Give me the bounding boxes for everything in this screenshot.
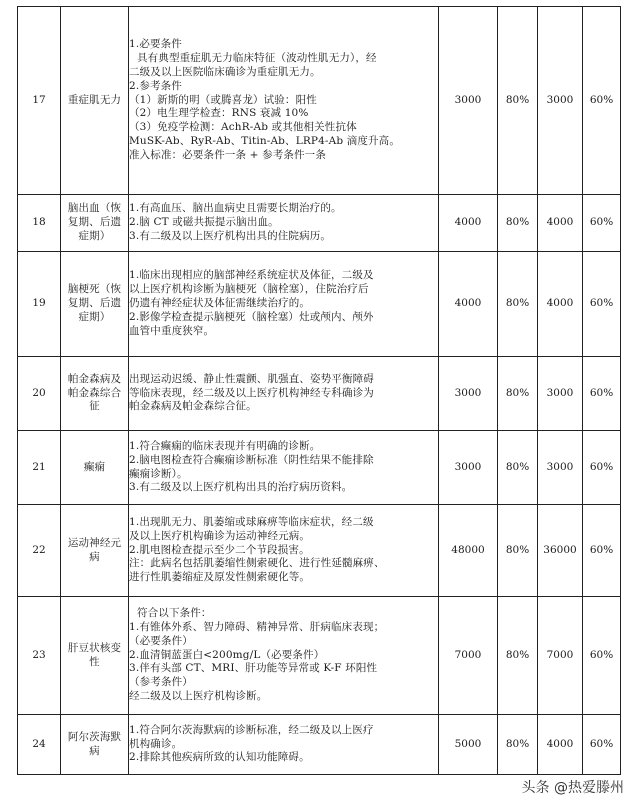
criteria-line: 1.符合癫痫的临床表现并有明确的诊断。 (129, 439, 321, 452)
diagnostic-criteria (129, 597, 439, 715)
diagnostic-criteria (129, 357, 439, 431)
criteria-line: 2.脑 CT 或磁共振提示脑出血。 (129, 216, 279, 229)
table-row (18, 431, 621, 505)
limit-amount-1: 3000 (439, 357, 498, 431)
disease-name-line: 复期、后遗 (67, 297, 122, 310)
criteria-line: 1.临床出现相应的脑部神经系统症状及体征，二级及 (129, 269, 374, 282)
diagnostic-criteria (129, 7, 439, 195)
table-row (18, 715, 621, 775)
reimburse-ratio-1: 80% (498, 195, 538, 252)
table-row (18, 195, 621, 252)
diagnostic-criteria (129, 431, 439, 505)
criteria-line: 1.出现肌无力、肌萎缩或球麻痹等临床症状，经二级 (129, 515, 374, 528)
disease-name-line: 性 (89, 655, 100, 668)
limit-amount-2: 3000 (538, 7, 583, 195)
row-number: 18 (18, 195, 61, 252)
limit-amount-2: 4000 (538, 252, 583, 357)
limit-amount-2: 3000 (538, 431, 583, 505)
watermark-text: 头条 @热爱滕州 (520, 776, 626, 798)
reimburse-ratio-2: 60% (583, 715, 621, 775)
criteria-line: 机构确诊。 (129, 737, 183, 750)
reimburse-ratio-1: 80% (498, 431, 538, 505)
limit-amount-1: 4000 (439, 252, 498, 357)
criteria-line: 具有典型重症肌无力临床特征（波动性肌无力），经 (137, 51, 377, 64)
criteria-line: （1）新斯的明（或腾喜龙）试验：阳性 (129, 93, 317, 106)
criteria-line: 血管中重度狭窄。 (129, 324, 215, 337)
criteria-line: 符合以下条件： (137, 606, 212, 619)
criteria-line: 1.有高血压、脑出血病史且需要长期治疗的。 (129, 202, 342, 215)
diagnostic-criteria (129, 195, 439, 252)
row-number: 22 (18, 505, 61, 597)
disease-name-line: 脑梗死（恢 (67, 283, 122, 296)
criteria-line: 2.血清铜蓝蛋白<200mg/L（必要条件） (129, 648, 325, 661)
disease-name (61, 7, 129, 195)
table-row (18, 597, 621, 715)
reimburse-ratio-2: 60% (583, 505, 621, 597)
limit-amount-1: 7000 (439, 597, 498, 715)
reimburse-ratio-2: 60% (583, 431, 621, 505)
criteria-line: 1.必要条件 (129, 38, 182, 51)
reimburse-ratio-1: 80% (498, 7, 538, 195)
table-row (18, 505, 621, 597)
diagnostic-criteria (129, 252, 439, 357)
reimburse-ratio-1: 80% (498, 252, 538, 357)
disease-name (61, 195, 129, 252)
disease-name (61, 357, 129, 431)
disease-name-line: 症期） (78, 229, 111, 242)
disease-name-line: 病 (89, 550, 100, 563)
disease-name-line: 病 (89, 744, 100, 757)
disease-name (61, 597, 129, 715)
limit-amount-2: 4000 (538, 715, 583, 775)
reimburse-ratio-1: 80% (498, 357, 538, 431)
criteria-line: （必要条件） (129, 634, 193, 647)
disease-name-line: 重症肌无力 (67, 93, 122, 106)
criteria-line: 2.排除其他疾病所致的认知功能障碍。 (129, 751, 310, 764)
criteria-line: 及以上医疗机构确诊为运动神经元病。 (129, 529, 311, 542)
disease-name-line: 帕金森病及 (67, 372, 122, 385)
disease-name-line: 征 (89, 400, 100, 413)
limit-amount-2: 7000 (538, 597, 583, 715)
limit-amount-1: 5000 (439, 715, 498, 775)
criteria-line: 1.符合阿尔茨海默病的诊断标准，经二级及以上医疗 (129, 723, 374, 736)
disease-name-line: 症期） (78, 310, 111, 323)
criteria-line: 仍遗有神经症状及体征需继续治疗的。 (129, 297, 311, 310)
limit-amount-2: 3000 (538, 357, 583, 431)
row-number: 20 (18, 357, 61, 431)
criteria-line: 二级及以上医院临床确诊为重症肌无力。 (129, 65, 321, 78)
disease-name-line: 运动神经元 (67, 536, 122, 549)
criteria-line: 2.参考条件 (129, 79, 182, 92)
disease-name (61, 252, 129, 357)
disease-name-line: 阿尔茨海默 (67, 730, 122, 743)
criteria-line: 2.肌电图检查提示至少二个节段损害。 (129, 543, 310, 556)
criteria-line: （参考条件） (129, 676, 193, 689)
criteria-line: 以上医疗机构诊断为脑梗死（脑栓塞），住院治疗后 (129, 283, 369, 296)
criteria-line: 经二级及以上医疗机构诊断。 (129, 690, 268, 703)
limit-amount-1: 48000 (439, 505, 498, 597)
disease-name (61, 505, 129, 597)
reimburse-ratio-2: 60% (583, 252, 621, 357)
criteria-line: （3）免疫学检测：AchR-Ab 或其他相关性抗体 (129, 121, 357, 134)
limit-amount-1: 3000 (439, 431, 498, 505)
table-body (18, 7, 621, 775)
table-row (18, 7, 621, 195)
diagnostic-criteria (129, 505, 439, 597)
diagnostic-criteria (129, 715, 439, 775)
reimburse-ratio-2: 60% (583, 597, 621, 715)
criteria-line: 1.有锥体外系、智力障碍、精神异常、肝病临床表现； (129, 620, 385, 633)
criteria-line: 2.影像学检查提示脑梗死（脑栓塞）灶或颅内、颅外 (129, 310, 374, 323)
row-number: 24 (18, 715, 61, 775)
criteria-line: 3.伴有头部 CT、MRI、肝功能等异常或 K-F 环阳性 (129, 662, 378, 675)
disease-name-line: 帕金森综合 (67, 386, 122, 399)
limit-amount-1: 4000 (439, 195, 498, 252)
disease-name-line: 脑出血（恢 (67, 202, 122, 215)
disease-name-line: 肝豆状核变 (67, 641, 122, 654)
criteria-line: 等临床表现，经二级及以上医疗机构神经专科确诊为 (129, 386, 374, 399)
reimburse-ratio-1: 80% (498, 505, 538, 597)
criteria-table (17, 6, 621, 775)
row-number: 23 (18, 597, 61, 715)
criteria-line: 注：此病名包括肌萎缩性侧索硬化、进行性延髓麻痹、 (129, 557, 385, 570)
row-number: 17 (18, 7, 61, 195)
criteria-line: 2.脑电图检查符合癫痫诊断标准（阴性结果不能排除 (129, 453, 374, 466)
table-row (18, 252, 621, 357)
criteria-line: 帕金森病及帕金森综合征。 (129, 400, 257, 413)
limit-amount-1: 3000 (439, 7, 498, 195)
row-number: 21 (18, 431, 61, 505)
disease-name (61, 715, 129, 775)
criteria-line: 癫痫诊断）。 (129, 467, 188, 480)
criteria-line: 3.有二级及以上医疗机构出具的治疗病历资料。 (129, 481, 353, 494)
criteria-line: 出现运动迟缓、静止性震颤、肌强直、姿势平衡障碍 (129, 372, 374, 385)
disease-name-line: 癫痫 (83, 460, 106, 473)
reimburse-ratio-2: 60% (583, 7, 621, 195)
criteria-line: MuSK-Ab、RyR-Ab、Titin-Ab、LRP4-Ab 滴度升高。 (129, 135, 400, 148)
reimburse-ratio-2: 60% (583, 357, 621, 431)
disease-name-line: 复期、后遗 (67, 216, 122, 229)
table-row (18, 357, 621, 431)
reimburse-ratio-1: 80% (498, 715, 538, 775)
criteria-line: 进行性肌萎缩症及原发性侧索硬化等。 (129, 571, 311, 584)
limit-amount-2: 4000 (538, 195, 583, 252)
limit-amount-2: 36000 (538, 505, 583, 597)
criteria-line: 3.有二级及以上医疗机构出具的住院病历。 (129, 229, 332, 242)
reimburse-ratio-2: 60% (583, 195, 621, 252)
row-number: 19 (18, 252, 61, 357)
criteria-line: （2）电生理学检查：RNS 衰减 10% (129, 107, 309, 120)
reimburse-ratio-1: 80% (498, 597, 538, 715)
criteria-line: 准入标准：必要条件一条 + 参考条件一条 (129, 149, 326, 161)
disease-name (61, 431, 129, 505)
